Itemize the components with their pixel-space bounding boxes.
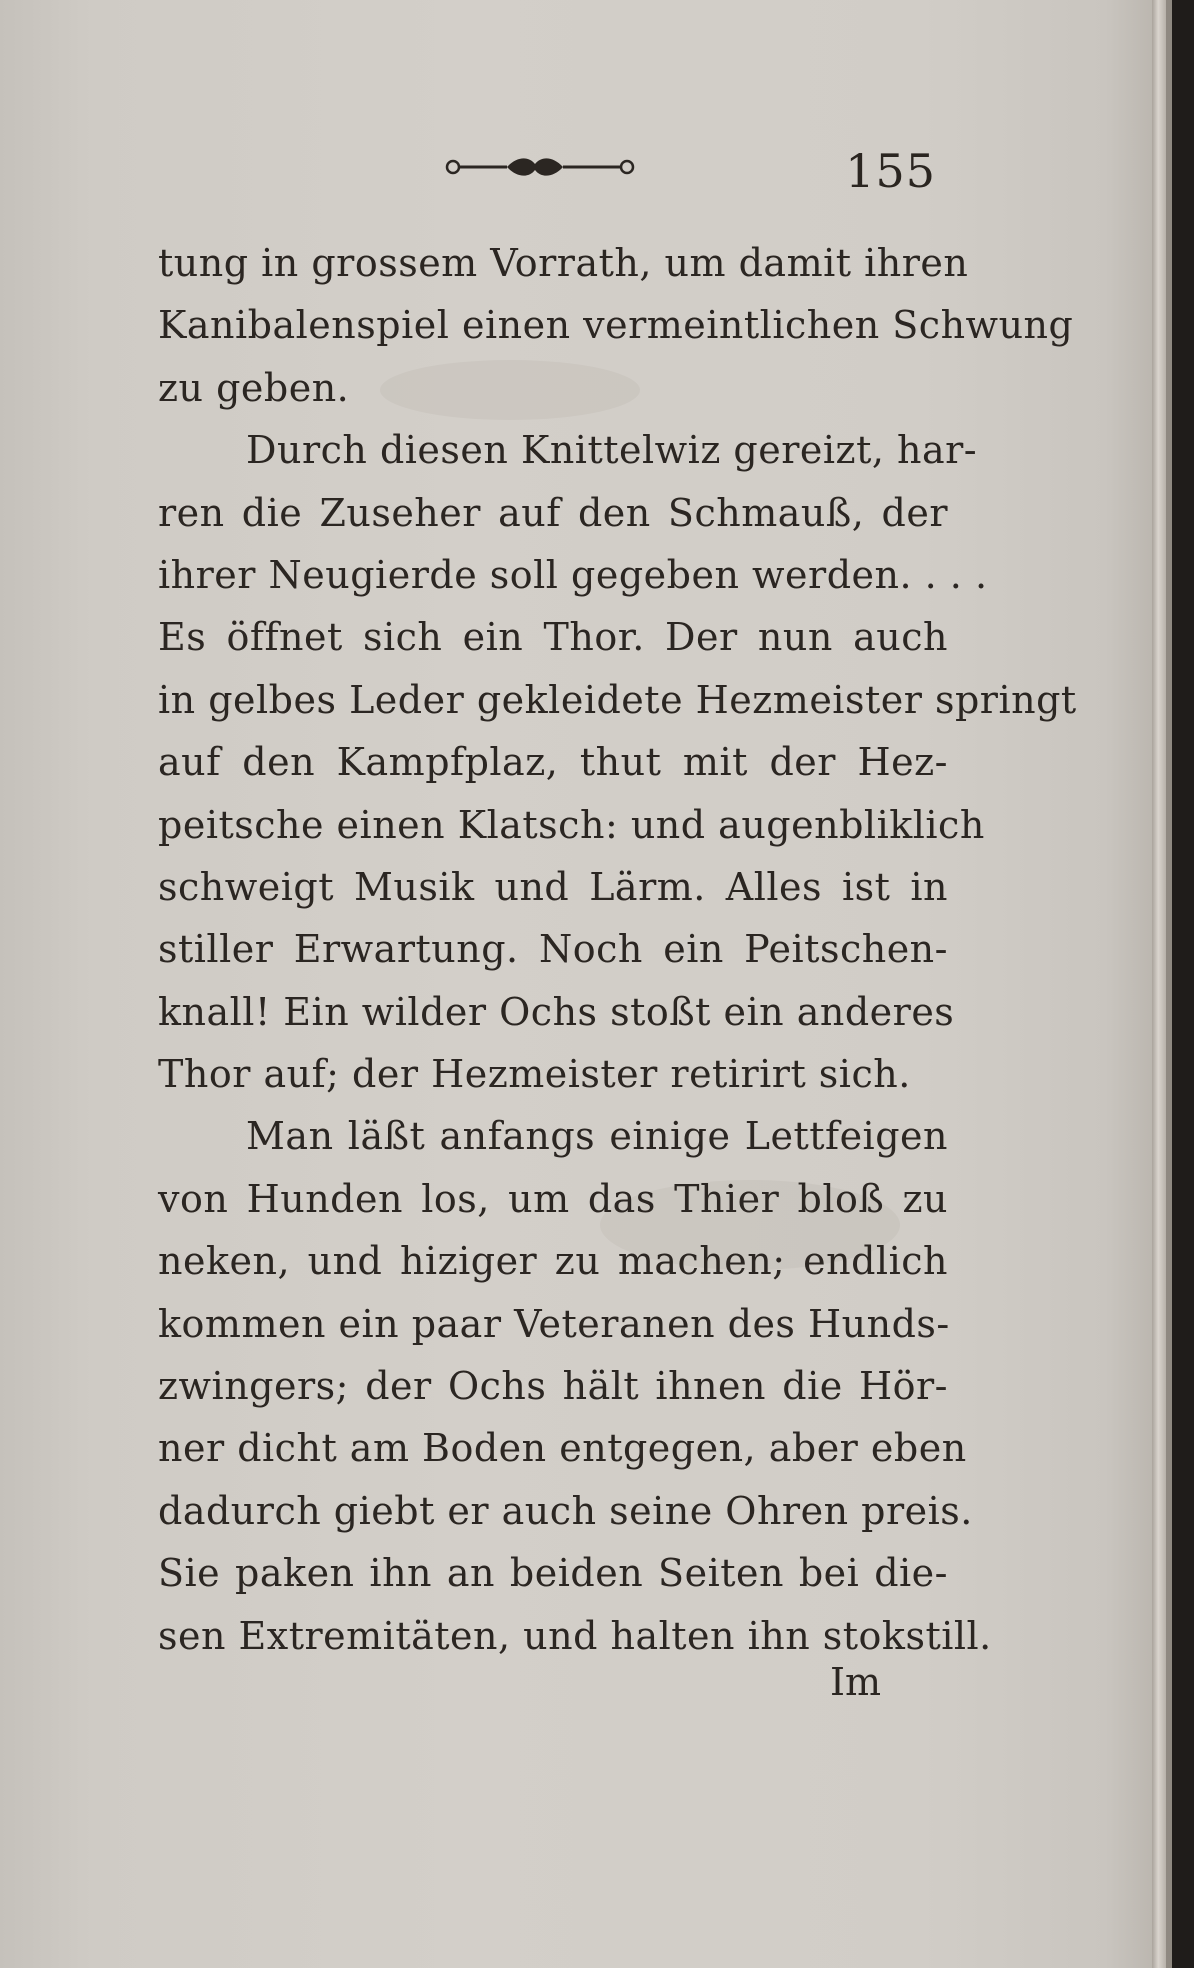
text-line: neken, und hiziger zu machen; endlich <box>158 1239 948 1284</box>
text-line: peitsche einen Klatsch: und augenbliklich <box>158 802 985 847</box>
text-line: schweigt Musik und Lärm. Alles ist in <box>158 864 948 909</box>
ornament-rule-icon <box>445 152 635 182</box>
text-line: dadurch giebt er auch seine Ohren preis. <box>158 1488 973 1533</box>
text-line: ner dicht am Boden entgegen, aber eben <box>158 1426 967 1471</box>
text-line: ihrer Neugierde soll gegeben werden. . . . <box>158 552 988 597</box>
text-line: Man läßt anfangs einige Lettfeigen <box>246 1114 948 1159</box>
text-line: Durch diesen Knittelwiz gereizt, har- <box>246 428 978 473</box>
page-edge-shadow <box>1166 0 1172 1968</box>
text-line: kommen ein paar Veteranen des Hunds- <box>158 1301 950 1346</box>
text-line: sen Extremitäten, und halten ihn stokstill. <box>158 1613 992 1658</box>
catchword: Im <box>830 1660 882 1704</box>
body-text <box>158 232 1077 1667</box>
text-line: zu geben. <box>158 365 350 410</box>
text-line: ren die Zuseher auf den Schmauß, der <box>158 490 948 535</box>
text-line: Thor auf; der Hezmeister retirirt sich. <box>158 1052 911 1097</box>
text-line: Sie paken ihn an beiden Seiten bei die- <box>158 1551 948 1596</box>
text-line: Kanibalenspiel einen vermeintlichen Schwung <box>158 303 1074 348</box>
text-line: in gelbes Leder gekleidete Hezmeister springt <box>158 677 1077 722</box>
page-number: 155 <box>845 144 936 198</box>
text-line: tung in grossem Vorrath, um damit ihren <box>158 241 969 285</box>
text-line: stiller Erwartung. Noch ein Peitschen- <box>158 927 948 972</box>
page-edge <box>1152 0 1166 1968</box>
text-line: Es öffnet sich ein Thor. Der nun auch <box>158 615 948 660</box>
text-line: knall! Ein wilder Ochs stoßt ein anderes <box>158 989 955 1034</box>
page-header <box>160 140 940 200</box>
text-line: auf den Kampfplaz, thut mit der Hez- <box>158 740 948 785</box>
text-line: von Hunden los, um das Thier bloß zu <box>158 1176 948 1221</box>
text-line: zwingers; der Ochs hält ihnen die Hör- <box>158 1364 948 1409</box>
